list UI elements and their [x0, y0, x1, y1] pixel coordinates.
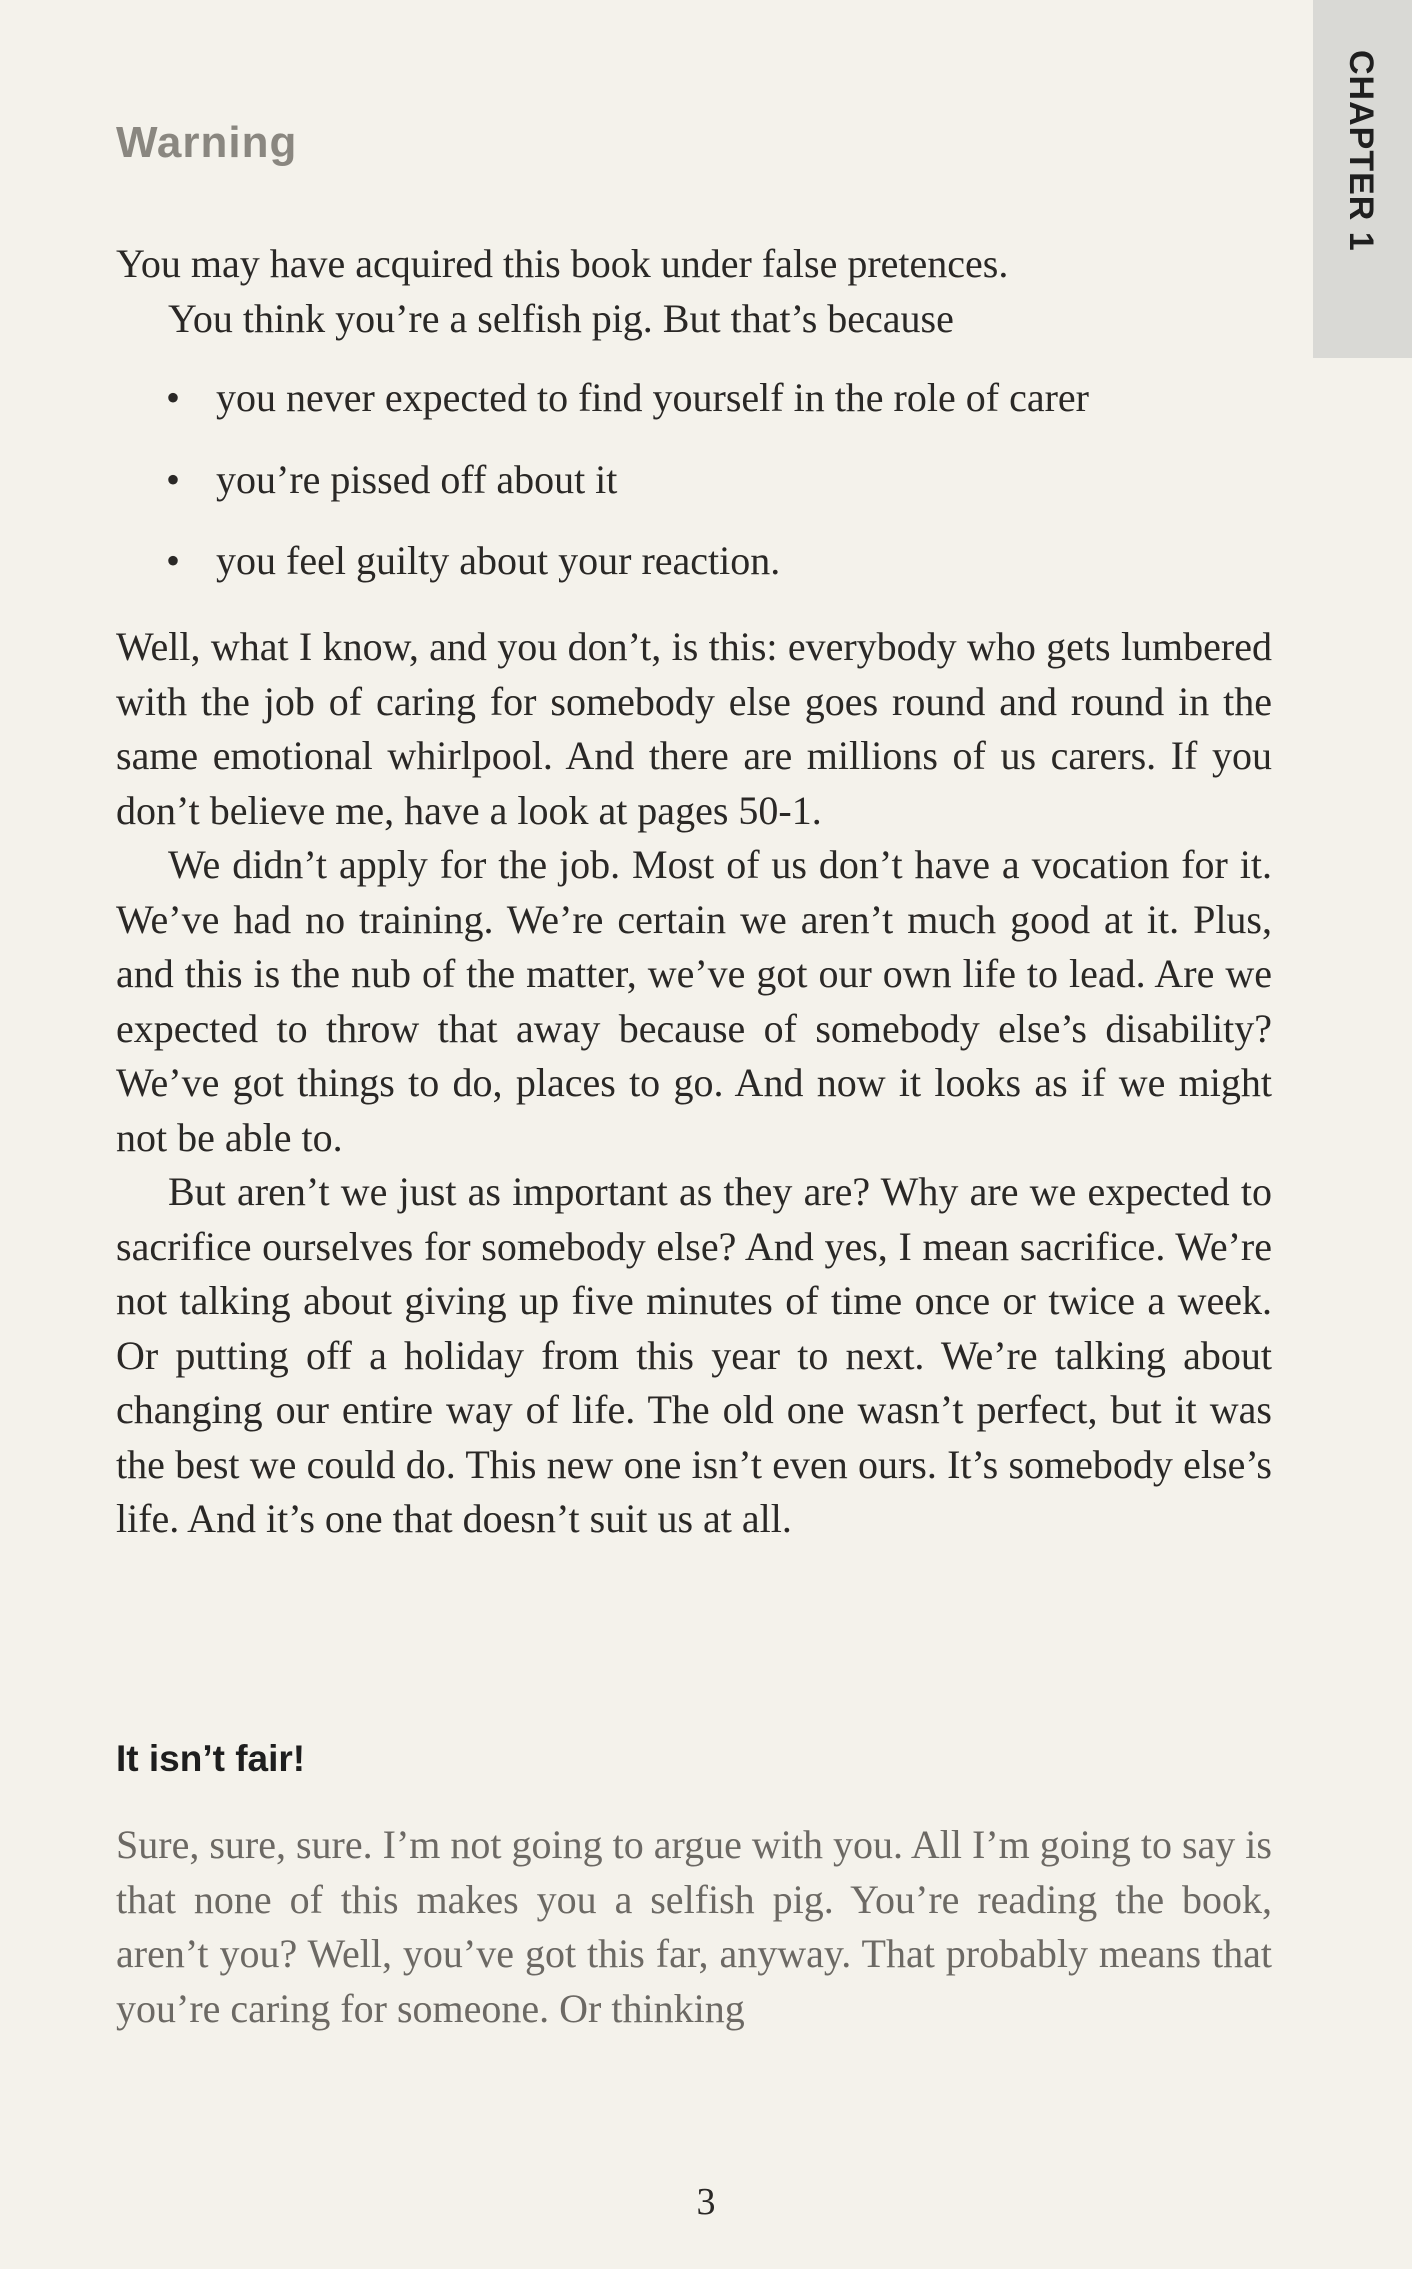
bullet-icon: • — [166, 375, 181, 420]
page-number: 3 — [696, 2181, 716, 2223]
bullet-icon: • — [166, 456, 181, 502]
bullet-icon: • — [166, 538, 181, 583]
fair-heading: It isn’t fair! — [116, 1738, 306, 1779]
list-item: • you feel guilty about your reaction. — [166, 534, 1089, 589]
lead-line: You think you’re a selfish pig. But that’s because — [168, 295, 954, 341]
list-item: • you never expected to find yourself in the role of carer — [166, 371, 1089, 426]
body-paragraph: Well, what I know, and you don’t, is this: everybody who gets lumbered with the job of caring for somebody else goes round and round in the same emotional whirlpool. And there are millions of us carers. If you don’t believe me, have a look at pages 50-1. — [116, 624, 1272, 833]
intro-paragraph: You may have acquired this book under false pretences. — [116, 241, 1009, 286]
chapter-label: CHAPTER 1 — [1342, 50, 1380, 252]
list-item: • you’re pissed off about it — [166, 453, 1089, 508]
warning-heading: Warning — [116, 118, 298, 167]
warning-body — [116, 620, 1272, 1547]
body-paragraph: We didn’t apply for the job. Most of us don’t have a vocation for it. We’ve had no training. We’re certain we aren’t much good at it. Plus, and this is the nub of the matter, we’ve got our own life to lead. Are we expected to throw that away because of somebody else’s disability? We’ve got things to do, places to go. And now it looks as if we might not be able to. — [116, 842, 1272, 1160]
bullet-list — [166, 371, 1089, 616]
body-paragraph: Sure, sure, sure. I’m not going to argue with you. All I’m going to say is that none of this makes you a selfish pig. You’re reading the book, aren’t you? Well, you’ve got this far, anyway. That probably means that you’re caring for someone. Or thinking — [116, 1822, 1272, 2031]
body-paragraph: But aren’t we just as important as they are? Why are we expected to sacrifice ourselves for somebody else? And yes, I mean sacrifice. We’re not talking about giving up five minutes of time once or twice a week. Or putting off a holiday from this year to next. We’re talking about changing our entire way of life. The old one wasn’t perfect, but it was the best we could do. This new one isn’t even ours. It’s somebody else’s life. And it’s one that doesn’t suit us at all. — [116, 1169, 1272, 1541]
warning-intro — [116, 237, 1272, 346]
fair-body — [116, 1818, 1272, 2036]
